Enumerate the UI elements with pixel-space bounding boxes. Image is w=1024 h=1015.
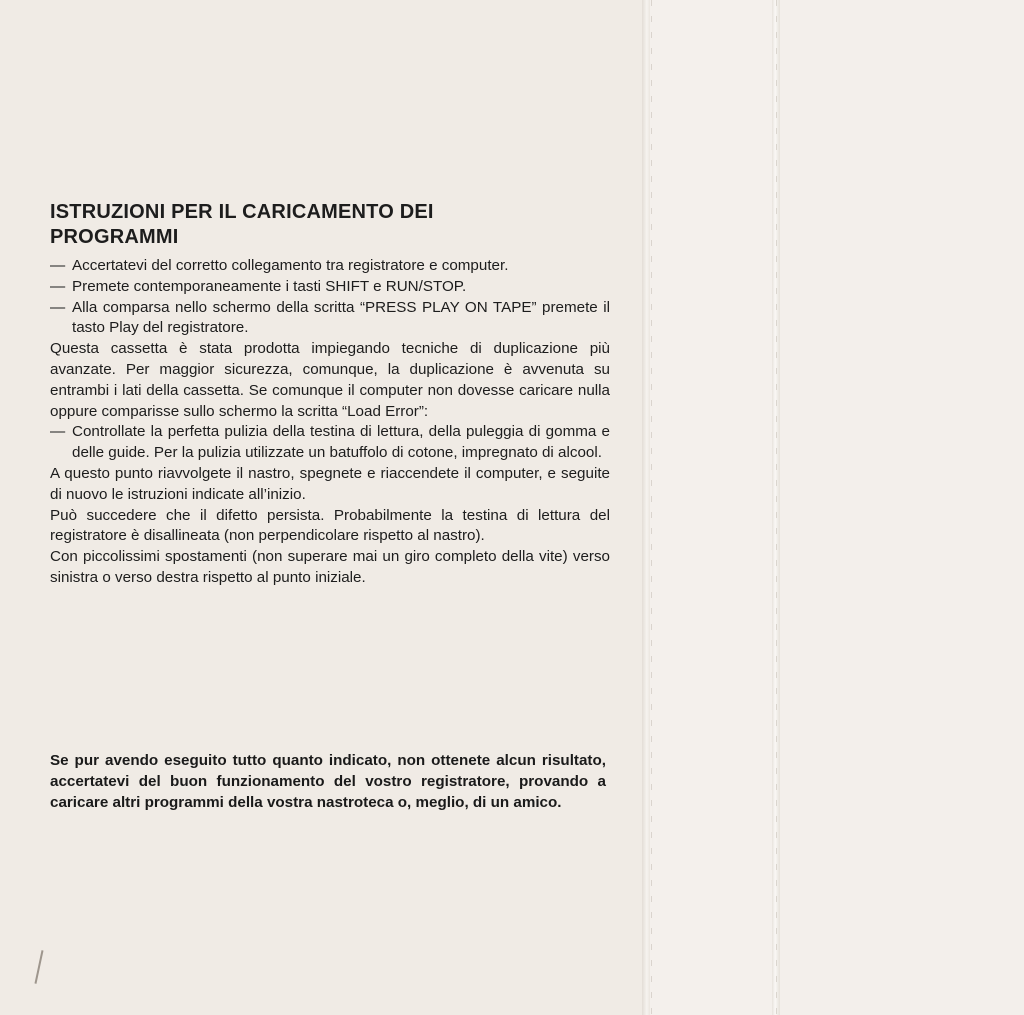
instructions-body [50, 200, 610, 589]
step-item [50, 298, 610, 340]
fold-crease [642, 0, 650, 1015]
title-line: ISTRUZIONI PER IL CARICAMENTO DEI [50, 201, 434, 223]
page-title [50, 200, 610, 250]
step-item [50, 277, 610, 298]
step-item [50, 256, 610, 277]
dash-bullet: — [50, 257, 66, 274]
title-line: PROGRAMMI [50, 226, 179, 248]
paragraph-rewind: A questo punto riavvolgete il nastro, spegnete e riaccendete il computer, e seguite di nuovo le istruzioni indicate all’inizio. [50, 464, 610, 503]
inlay-spine-panel [648, 0, 776, 1015]
check-text: Controllate la perfetta pulizia della testina di lettura, della puleggia di gomma e delle guide. Per la pulizia utilizzate un batuffolo di cotone, impregnato di alcool. [72, 423, 610, 462]
perforation-line [651, 0, 652, 1015]
step-text: Alla comparsa nello schermo della scritta “PRESS PLAY ON TAPE” premete il tasto Play del registratore. [72, 298, 610, 337]
inlay-flap-panel [778, 0, 1024, 1015]
paragraph-adjustment: Con piccolissimi spostamenti (non superare mai un giro completo della vite) verso sinistra o verso destra rispetto al punto iniziale. [50, 548, 610, 586]
step-text: Premete contemporaneamente i tasti SHIFT e RUN/STOP. [72, 277, 467, 295]
paragraph-alignment: Può succedere che il difetto persista. Probabilmente la testina di lettura del registratore è disallineata (non perpendicolare rispetto al nastro). [50, 506, 610, 545]
check-item [50, 422, 610, 464]
dash-bullet: — [50, 277, 66, 295]
dash-bullet: — [50, 298, 66, 316]
final-note: Se pur avendo eseguito tutto quanto indicato, non ottenete alcun risultato, accertatevi del buon funzionamento del vostro registratore, provando a caricare altri programmi della vostra nastroteca o, meglio, di un amico. [50, 752, 606, 812]
paragraph-duplication: Questa cassetta è stata prodotta impiegando tecniche di duplicazione più avanzate. Per maggior sicurezza, comunque, la duplicazione è avvenuta su entrambi i lati della cassetta. Se comunque il computer non dovesse caricare nulla oppure comparisse sullo schermo la scritta “Load Error”: [50, 340, 610, 420]
dash-bullet: — [50, 423, 66, 441]
perforation-line [776, 0, 777, 1015]
step-text: Accertatevi del corretto collegamento tra registratore e computer. [72, 257, 509, 274]
